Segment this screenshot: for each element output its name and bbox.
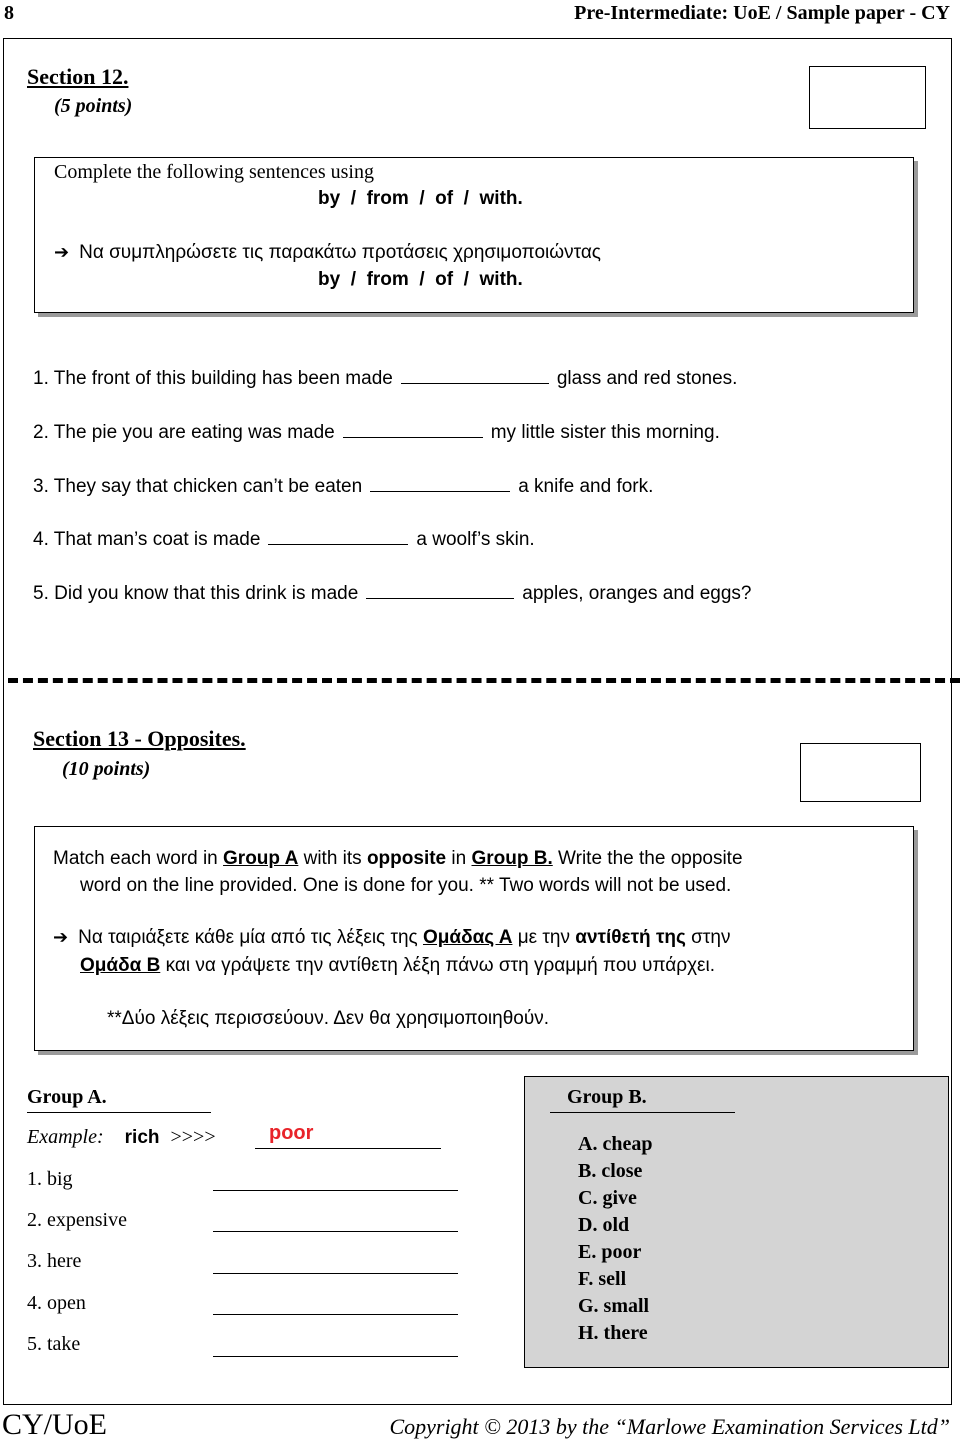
- section-12-score-box[interactable]: [809, 66, 926, 129]
- group-a-item-2: 2. expensive: [27, 1209, 127, 1231]
- group-a-item-1: 1. big: [27, 1168, 73, 1190]
- example-arrows: >>>>: [170, 1126, 216, 1148]
- group-a-item-5: 5. take: [27, 1333, 81, 1355]
- instr-en-words: by / from / of / with.: [318, 188, 523, 209]
- answer-line-4[interactable]: [213, 1313, 458, 1315]
- instr-el-line: [54, 242, 601, 264]
- group-a-item-4: 4. open: [27, 1292, 86, 1314]
- sentence-1-end: glass and red stones.: [556, 368, 738, 389]
- instr-el: Να συμπληρώσετε τις παρακάτω προτάσεις χρησιμοποιώντας: [79, 242, 601, 263]
- sentence-4: [33, 529, 535, 551]
- section-12-points: (5 points): [54, 95, 133, 117]
- group-b-underline: [550, 1112, 735, 1113]
- group-b-option-h: H. there: [578, 1322, 648, 1344]
- group-b-ref-el: Ομάδα Β: [80, 955, 161, 976]
- instr-en: Complete the following sentences using: [54, 161, 374, 183]
- sentence-3-end: a knife and fork.: [518, 476, 654, 497]
- sentence-3-text: 3. They say that chicken can’t be eaten: [33, 476, 363, 497]
- right-arrow-icon: ➔: [53, 927, 69, 948]
- instr-el-words: by / from / of / with.: [318, 269, 523, 290]
- sentence-5-text: 5. Did you know that this drink is made: [33, 583, 359, 604]
- sentence-4-text: 4. That man’s coat is made: [33, 529, 261, 550]
- instr-el-part: με την: [512, 927, 576, 948]
- group-a-ref: Group A: [223, 848, 299, 869]
- sentence-4-end: a woolf’s skin.: [416, 529, 535, 550]
- instr-en-line-1: [53, 848, 743, 870]
- group-b-option-c: C. give: [578, 1187, 637, 1209]
- group-a-underline: [27, 1112, 211, 1113]
- opposite-word-el: αντίθετή της: [575, 927, 686, 948]
- answer-line-5[interactable]: [213, 1355, 458, 1357]
- group-b-option-f: F. sell: [578, 1268, 627, 1290]
- instr-en-part: with its: [298, 848, 367, 869]
- page-number: 8: [4, 2, 14, 24]
- section-13-title: Section 13 - Opposites.: [33, 726, 246, 751]
- group-b-option-e: E. poor: [578, 1241, 642, 1263]
- instr-el-part: στην: [685, 927, 731, 948]
- footer-copyright: Copyright © 2013 by the “Marlowe Examination Services Ltd”: [389, 1414, 950, 1439]
- sentence-3: [33, 476, 653, 498]
- example-row: [27, 1126, 216, 1149]
- group-b-ref: Group B.: [471, 848, 553, 869]
- instr-el-line-1: [53, 927, 731, 949]
- example-label: Example:: [27, 1126, 104, 1148]
- section-13-points: (10 points): [62, 758, 151, 780]
- section-12-instructions: [34, 157, 914, 313]
- footer-left: CY/UoE: [2, 1408, 107, 1441]
- sentence-2-end: my little sister this morning.: [490, 422, 720, 443]
- instr-en-part: Match each word in: [53, 848, 224, 869]
- group-b-label: Group B.: [567, 1086, 647, 1108]
- blank-2[interactable]: [343, 436, 483, 438]
- blank-4[interactable]: [268, 543, 408, 545]
- instr-en-line-2: word on the line provided. One is done for you. ** Two words will not be used.: [80, 875, 732, 896]
- sentence-5: [33, 583, 752, 605]
- sentence-1: [33, 368, 737, 390]
- right-arrow-icon: ➔: [54, 242, 70, 263]
- example-answer: poor: [269, 1122, 314, 1144]
- instr-el-note: **Δύο λέξεις περισσεύουν. Δεν θα χρησιμοποιηθούν.: [107, 1008, 550, 1029]
- sentence-1-text: 1. The front of this building has been made: [33, 368, 393, 389]
- running-head: Pre-Intermediate: UoE / Sample paper - CY: [574, 2, 950, 24]
- answer-line-3[interactable]: [213, 1272, 458, 1274]
- section-13-instructions: [34, 826, 914, 1051]
- instr-en-part: Write the the opposite: [552, 848, 743, 869]
- sentence-2-text: 2. The pie you are eating was made: [33, 422, 335, 443]
- sentence-5-end: apples, oranges and eggs?: [522, 583, 752, 604]
- answer-line-1[interactable]: [213, 1189, 458, 1191]
- section-12-title: Section 12.: [27, 64, 129, 89]
- group-b-option-g: G. small: [578, 1295, 650, 1317]
- group-b-option-a: A. cheap: [578, 1133, 653, 1155]
- group-b-option-b: B. close: [578, 1160, 643, 1182]
- opposite-word: opposite: [366, 848, 447, 869]
- group-a-label: Group A.: [27, 1086, 107, 1108]
- group-b-option-d: D. old: [578, 1214, 630, 1236]
- instr-en-part: in: [446, 848, 472, 869]
- group-a-item-3: 3. here: [27, 1250, 82, 1272]
- sentence-2: [33, 422, 720, 444]
- blank-1[interactable]: [401, 382, 549, 384]
- section-13-score-box[interactable]: [800, 743, 921, 802]
- blank-5[interactable]: [366, 597, 514, 599]
- example-word: rich: [124, 1127, 160, 1148]
- instr-el-part: Να ταιριάξετε κάθε μία από τις λέξεις της: [78, 927, 423, 948]
- instr-el-line-2: [80, 955, 715, 977]
- group-a-ref-el: Ομάδας Α: [422, 927, 513, 948]
- answer-line-2[interactable]: [213, 1230, 458, 1232]
- cut-line-divider: [8, 678, 960, 683]
- instr-el-part: και να γράψετε την αντίθετη λέξη πάνω στη γραμμή που υπάρχει.: [160, 955, 716, 976]
- blank-3[interactable]: [370, 490, 510, 492]
- example-answer-line: [255, 1148, 441, 1149]
